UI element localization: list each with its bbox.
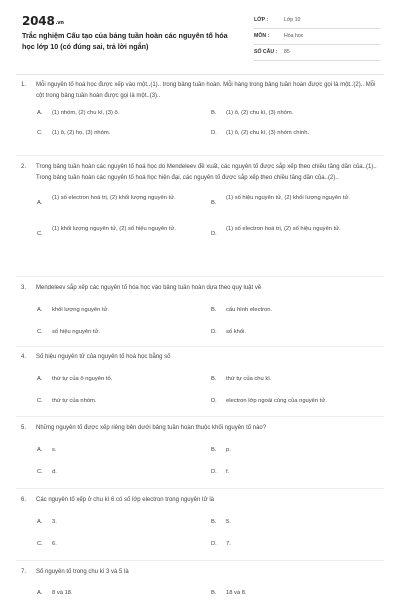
header-divider [16,74,384,75]
meta-label: LỚP : [254,17,269,23]
options: A. s. B. p. C. d. D. f. [37,447,231,476]
document-header [0,0,400,72]
meta-row-subject [254,29,380,45]
question-divider [16,155,384,156]
question-text: Mỗi nguyên tố hoá học được xếp vào một..(1).. trong bảng tuần hoàn. Mỗi hàng trong bảng tuần hoàn được gọi là một..(2).. Mỗi cột trong bảng tuần hoàn được gọi là một..(3).. [36,82,376,100]
question-number: 6. [21,497,27,503]
question-4 [16,352,384,411]
document-title: Trắc nghiệm Cấu tạo của bảng tuần hoàn các nguyên tố hóa học lớp 10 (có đúng sai, trả lời ngắn) [22,31,228,51]
question-text: Trong bảng tuần hoàn các nguyên tố hoá học do Mendeleev đề xuất, các nguyên tố được sắp xếp theo chiều tăng dần của..(1).. Trong bảng tuần hoàn các nguyên tố hoá học hiện đại, các nguyên tố được sắp xếp theo chiều tăng dần của..(2).. [36,164,377,182]
meta-label: SỐ CÂU : [254,49,278,55]
question-number: 2. [21,164,27,170]
site-logo[interactable]: 2048.vn [22,14,64,28]
question-stem [16,352,384,363]
question-divider [16,488,384,489]
question-divider [16,276,384,277]
question-stem [16,423,384,434]
question-text: Mendeleev sắp xếp các nguyên tố hóa học vào bảng tuần hoàn dựa theo quy luật về [36,285,262,291]
question-stem [16,162,384,184]
options: A. 3. B. 5. C. 6. D. 7. [37,519,231,548]
question-divider [16,416,384,417]
options: A. thứ tự của ô nguyên tố. B. thứ tự của chu kì. C. thứ tự của nhóm. D. electron lớp ngoài cùng của nguyên tử. [37,376,327,405]
question-number: 3. [21,285,27,291]
question-6 [16,495,384,554]
meta-label: MÔN : [254,33,270,39]
meta-value: Lớp 10 [284,17,301,23]
question-text: Số hiệu nguyên tử của nguyên tố hoá học bằng số [36,354,171,360]
question-number: 1. [21,82,27,88]
question-divider [16,560,384,561]
question-number: 5. [21,425,27,431]
meta-value: Hóa học [284,33,304,39]
question-stem [16,80,384,102]
meta-row-count [254,45,380,61]
question-stem [16,283,384,294]
question-7 [16,567,384,600]
question-2 [16,162,384,250]
question-number: 7. [21,569,27,575]
question-text: Số nguyên tố trong chu kì 3 và 5 là [36,569,129,575]
question-text: Các nguyên tố xếp ở chu kì 6 có số lớp electron trong nguyên tử là [36,497,214,503]
question-number: 4. [21,354,27,360]
options: A. khối lượng nguyên tử. B. cấu hình electron. C. số hiệu nguyên tử. D. số khối. [37,307,273,336]
options: A. (1) số electron hoá trị, (2) khối lượng nguyên tử. B. (1) số hiệu nguyên tử, (2) khối lượng nguyên tử. C. (1) khối lượng nguyên tử, (2) số hiệu nguyên tử. D. (1) số electron hoá trị, (2) số hiệu nguyên tử. [37,195,351,238]
options: A. 8 và 18. B. 18 và 8. [37,590,247,597]
question-5 [16,423,384,482]
question-stem [16,495,384,506]
question-text: Những nguyên tố được xếp riêng bên dưới bảng tuần hoàn thuộc khối nguyên tố nào? [36,425,267,431]
meta-info [254,13,380,61]
meta-value: 85 [284,49,290,55]
question-stem [16,567,384,578]
question-3 [16,283,384,342]
question-1 [16,80,384,150]
meta-row-class [254,13,380,29]
options: A. (1) nhóm, (2) chu kì, (3) ô. B. (1) ô, (2) chu kì, (3) nhóm. C. (1) ô, (2) họ, (3) nhóm. D. (1) ô, (2) chu kì, (3) nhóm chính. [37,110,310,137]
question-divider [16,346,384,347]
